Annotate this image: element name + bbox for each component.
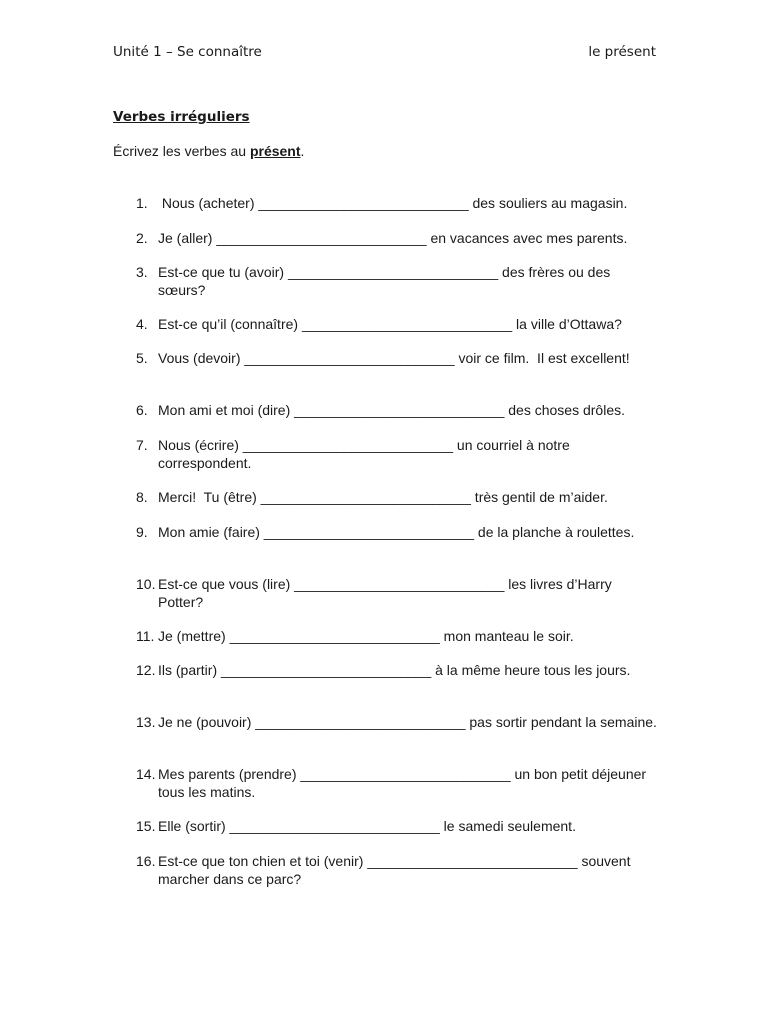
exercise-item bbox=[112, 230, 657, 248]
exercise-sentence: Nous (acheter) ___________________________ des souliers au magasin. bbox=[158, 195, 628, 211]
exercise-number: 15. bbox=[136, 818, 156, 834]
exercise-number: 7. bbox=[136, 437, 148, 453]
instruction-prefix: Écrivez les verbes au bbox=[113, 143, 247, 159]
exercise-number: 11. bbox=[136, 628, 155, 644]
exercise-sentence: Est-ce que tu (avoir) ___________________________ des frères ou des sœurs? bbox=[158, 264, 615, 298]
header-topic: le présent bbox=[588, 44, 656, 60]
exercise-item bbox=[112, 766, 657, 801]
exercise-sentence: Est-ce que ton chien et toi (venir) ___________________________ souvent marcher dans ce parc? bbox=[158, 853, 635, 887]
exercise-sentence: Mon ami et moi (dire) ___________________________ des choses drôles. bbox=[158, 402, 625, 418]
exercise-number: 13. bbox=[136, 714, 156, 730]
instruction bbox=[113, 143, 304, 159]
exercise-sentence: Je ne (pouvoir) ___________________________ pas sortir pendant la semaine. bbox=[158, 714, 657, 730]
exercise-number: 14. bbox=[136, 766, 156, 782]
exercise-sentence: Est-ce qu’il (connaître) ___________________________ la ville d’Ottawa? bbox=[158, 316, 622, 332]
exercise-item bbox=[112, 195, 657, 213]
exercise-number: 6. bbox=[136, 402, 148, 418]
exercise-item bbox=[112, 628, 657, 646]
exercise-number: 1. bbox=[136, 195, 148, 211]
exercise-item bbox=[112, 714, 657, 732]
exercise-item bbox=[112, 316, 657, 334]
page-header bbox=[113, 44, 656, 60]
worksheet-title: Verbes irréguliers bbox=[113, 109, 250, 125]
exercise-item bbox=[112, 350, 657, 368]
exercise-item bbox=[112, 524, 657, 542]
exercise-item bbox=[112, 576, 657, 611]
exercise-item bbox=[112, 818, 657, 836]
exercise-sentence: Je (aller) ___________________________ en vacances avec mes parents. bbox=[158, 230, 628, 246]
exercise-sentence: Mon amie (faire) ___________________________ de la planche à roulettes. bbox=[158, 524, 635, 540]
exercise-number: 2. bbox=[136, 230, 148, 246]
header-unit: Unité 1 – Se connaître bbox=[113, 44, 262, 60]
instruction-suffix: . bbox=[300, 143, 305, 159]
exercise-item bbox=[112, 489, 657, 507]
instruction-emphasis: présent bbox=[249, 143, 301, 159]
exercise-number: 10. bbox=[136, 576, 156, 592]
exercise-item bbox=[112, 264, 657, 299]
exercise-number: 5. bbox=[136, 350, 148, 366]
exercise-sentence: Ils (partir) ___________________________ à la même heure tous les jours. bbox=[158, 662, 631, 678]
exercise-number: 4. bbox=[136, 316, 148, 332]
exercise-sentence: Elle (sortir) ___________________________ le samedi seulement. bbox=[158, 818, 576, 834]
exercise-sentence: Merci! Tu (être) ___________________________ très gentil de m’aider. bbox=[158, 489, 608, 505]
exercise-item bbox=[112, 402, 657, 420]
exercise-number: 3. bbox=[136, 264, 148, 280]
exercise-sentence: Nous (écrire) ___________________________ un courriel à notre correspondent. bbox=[158, 437, 574, 471]
exercise-number: 9. bbox=[136, 524, 148, 540]
exercise-sentence: Je (mettre) ___________________________ mon manteau le soir. bbox=[158, 628, 574, 644]
exercise-number: 8. bbox=[136, 489, 148, 505]
exercise-sentence: Mes parents (prendre) ___________________________ un bon petit déjeuner tous les matins. bbox=[158, 766, 650, 800]
exercise-item bbox=[112, 853, 657, 888]
exercise-item bbox=[112, 662, 657, 680]
exercise-sentence: Est-ce que vous (lire) ___________________________ les livres d’Harry Potter? bbox=[158, 576, 616, 610]
exercise-number: 12. bbox=[136, 662, 156, 678]
exercise-sentence: Vous (devoir) ___________________________ voir ce film. Il est excellent! bbox=[158, 350, 630, 366]
exercise-item bbox=[112, 437, 657, 472]
exercise-number: 16. bbox=[136, 853, 156, 869]
